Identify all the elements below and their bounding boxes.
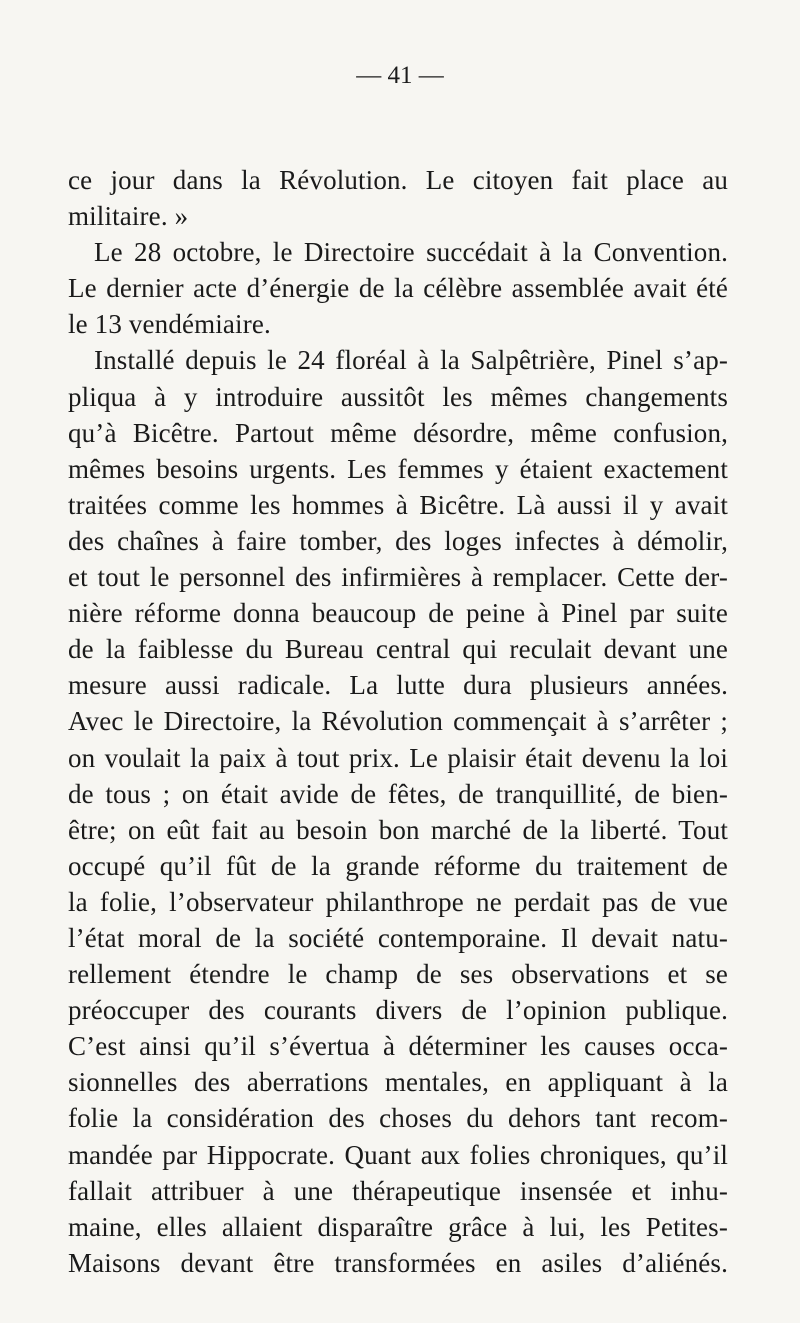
text-line: mesure aussi radicale. La lutte dura plusieurs années. <box>68 670 728 701</box>
text-line: C’est ainsi qu’il s’évertua à déterminer les causes occa- <box>68 1031 728 1062</box>
text-line: et tout le personnel des infirmières à remplacer. Cette der- <box>68 562 728 593</box>
text-line: on voulait la paix à tout prix. Le plaisir était devenu la loi <box>68 742 728 773</box>
text-line: Le 28 octobre, le Directoire succédait à la Convention. <box>94 237 728 268</box>
text-line: Avec le Directoire, la Révolution commençait à s’arrêter ; <box>68 706 728 737</box>
text-line: rellement étendre le champ de ses observations et se <box>68 959 728 990</box>
text-line: sionnelles des aberrations mentales, en appliquant à la <box>68 1067 728 1098</box>
text-line: être; on eût fait au besoin bon marché de la liberté. Tout <box>68 814 728 845</box>
text-line: Le dernier acte d’énergie de la célèbre assemblée avait été <box>68 273 728 304</box>
text-line: Installé depuis le 24 floréal à la Salpêtrière, Pinel s’ap- <box>94 345 728 376</box>
text-line: de tous ; on était avide de fêtes, de tranquillité, de bien- <box>68 778 728 809</box>
text-line: le 13 vendémiaire. <box>68 309 271 340</box>
text-line: ce jour dans la Révolution. Le citoyen fait place au <box>68 165 728 195</box>
text-line: mandée par Hippocrate. Quant aux folies chroniques, qu’il <box>68 1139 728 1170</box>
text-line: militaire. » <box>68 201 189 232</box>
text-line: des chaînes à faire tomber, des loges infectes à démolir, <box>68 525 728 556</box>
page-number: — 41 — <box>356 62 444 89</box>
text-line: pliqua à y introduire aussitôt les mêmes changements <box>68 381 728 412</box>
text-line: fallait attribuer à une thérapeutique insensée et inhu- <box>68 1175 728 1206</box>
body-text <box>68 162 728 1281</box>
text-line: occupé qu’il fût de la grande réforme du traitement de <box>68 850 728 881</box>
text-line: la folie, l’observateur philanthrope ne perdait pas de vue <box>68 886 728 917</box>
text-line: traitées comme les hommes à Bicêtre. Là aussi il y avait <box>68 489 728 520</box>
text-line: préoccuper des courants divers de l’opinion publique. <box>68 995 728 1026</box>
text-line: qu’à Bicêtre. Partout même désordre, même confusion, <box>68 417 728 448</box>
text-line: mêmes besoins urgents. Les femmes y étaient exactement <box>68 453 728 484</box>
text-line: l’état moral de la société contemporaine. Il devait natu- <box>68 922 728 953</box>
text-line: de la faiblesse du Bureau central qui reculait devant une <box>68 634 728 665</box>
text-line: Maisons devant être transformées en asiles d’aliénés. <box>68 1247 728 1278</box>
text-line: maine, elles allaient disparaître grâce à lui, les Petites- <box>68 1211 728 1242</box>
text-line: folie la considération des choses du dehors tant recom- <box>68 1103 728 1134</box>
text-line: nière réforme donna beaucoup de peine à Pinel par suite <box>68 598 728 629</box>
